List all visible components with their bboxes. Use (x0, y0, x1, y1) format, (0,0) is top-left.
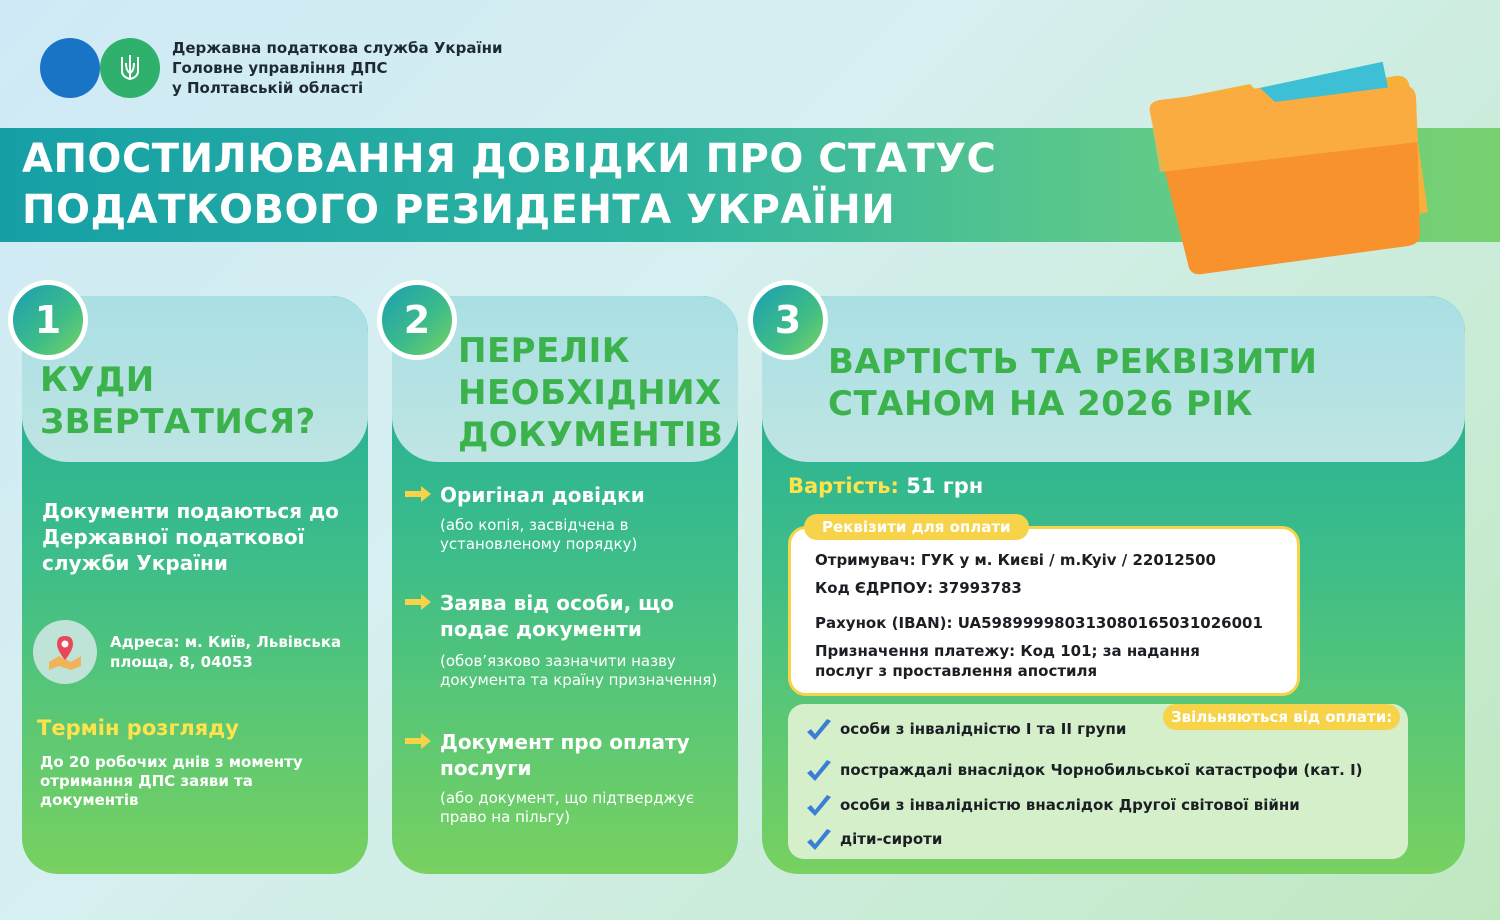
trident-icon (118, 53, 142, 83)
exemption-item-1-text: особи з інвалідністю I та II групи (840, 720, 1127, 738)
card-3-heading (828, 341, 1318, 425)
review-term-text: До 20 робочих днів з моменту отримання ДПС заяви та документів (40, 753, 303, 809)
check-icon (805, 794, 833, 820)
org-line-1: Державна податкова служба України (172, 39, 503, 57)
organization-name (172, 38, 502, 98)
card-2-heading (458, 330, 723, 456)
step-badge-2: 2 (377, 280, 457, 360)
folder-icon (1140, 62, 1440, 282)
cost-line (788, 474, 983, 498)
check-icon (805, 828, 833, 854)
card-1-heading (40, 359, 316, 443)
document-item-2-note: (обов’язково зазначити назву документа та країну призначення) (440, 652, 718, 689)
payment-details-tag: Реквізити для оплати (804, 514, 1029, 540)
org-line-3: у Полтавській області (172, 79, 364, 97)
recipient-text: Отримувач: ГУК у м. Києві / m.Kyiv / 22012500 (815, 551, 1216, 569)
exemption-item-3-text: особи з інвалідністю внаслідок Другої світової війни (840, 796, 1300, 814)
edrpou-text: Код ЄДРПОУ: 37993783 (815, 579, 1022, 597)
review-term-title: Термін розгляду (37, 716, 239, 740)
card-2-heading-line-1: ПЕРЕЛІК (458, 331, 631, 371)
payment-purpose-line-1: Призначення платежу: Код 101; за надання (815, 642, 1200, 660)
arrow-right-icon (405, 594, 431, 610)
document-item-1-note: (або копія, засвідчена в установленому порядку) (440, 516, 638, 553)
arrow-right-icon (405, 733, 431, 749)
card-3-heading-line-1: ВАРТІСТЬ ТА РЕКВІЗИТИ (828, 342, 1318, 382)
card-2-heading-line-2: НЕОБХІДНИХ (458, 373, 722, 413)
check-icon (805, 759, 833, 785)
card-1-heading-line-1: КУДИ (40, 360, 155, 400)
card-2-heading-line-3: ДОКУМЕНТІВ (458, 415, 724, 455)
page-title (22, 134, 996, 236)
title-line-2: ПОДАТКОВОГО РЕЗИДЕНТА УКРАЇНИ (22, 187, 896, 233)
org-line-2: Головне управління ДПС (172, 59, 388, 77)
exemption-item-4-text: діти-сироти (840, 830, 943, 848)
step-badge-3: 3 (748, 280, 828, 360)
cost-value: 51 грн (906, 474, 984, 498)
logo-green-circle (100, 38, 160, 98)
cost-label: Вартість: (788, 474, 899, 498)
check-icon (805, 718, 833, 744)
exemption-item-2-text: постраждалі внаслідок Чорнобильської катастрофи (кат. I) (840, 761, 1363, 779)
exemptions-tag: Звільняються від оплати: (1163, 704, 1400, 730)
title-line-1: АПОСТИЛЮВАННЯ ДОВІДКИ ПРО СТАТУС (22, 136, 997, 182)
logo (40, 38, 162, 98)
map-pin-icon (33, 620, 97, 684)
payment-purpose-line-2: послуг з проставлення апостиля (815, 662, 1098, 680)
arrow-right-icon (405, 486, 431, 502)
card-1-heading-line-2: ЗВЕРТАТИСЯ? (40, 402, 316, 442)
document-item-3-title: Документ про оплату послуги (440, 730, 690, 780)
logo-blue-circle (40, 38, 100, 98)
document-item-2-title: Заява від особи, що подає документи (440, 591, 675, 641)
card-3-heading-line-2: СТАНОМ НА 2026 РІК (828, 384, 1253, 424)
document-item-3-note: (або документ, що підтверджує право на пільгу) (440, 789, 695, 826)
step-badge-1: 1 (8, 280, 88, 360)
document-item-1-title: Оригінал довідки (440, 483, 645, 507)
where-to-apply-text: Документи подаються до Державної податкової служби України (42, 499, 339, 575)
iban-text: Рахунок (IBAN): UA598999980313080165031026001 (815, 614, 1263, 632)
address-text: Адреса: м. Київ, Львівська площа, 8, 04053 (110, 633, 342, 671)
